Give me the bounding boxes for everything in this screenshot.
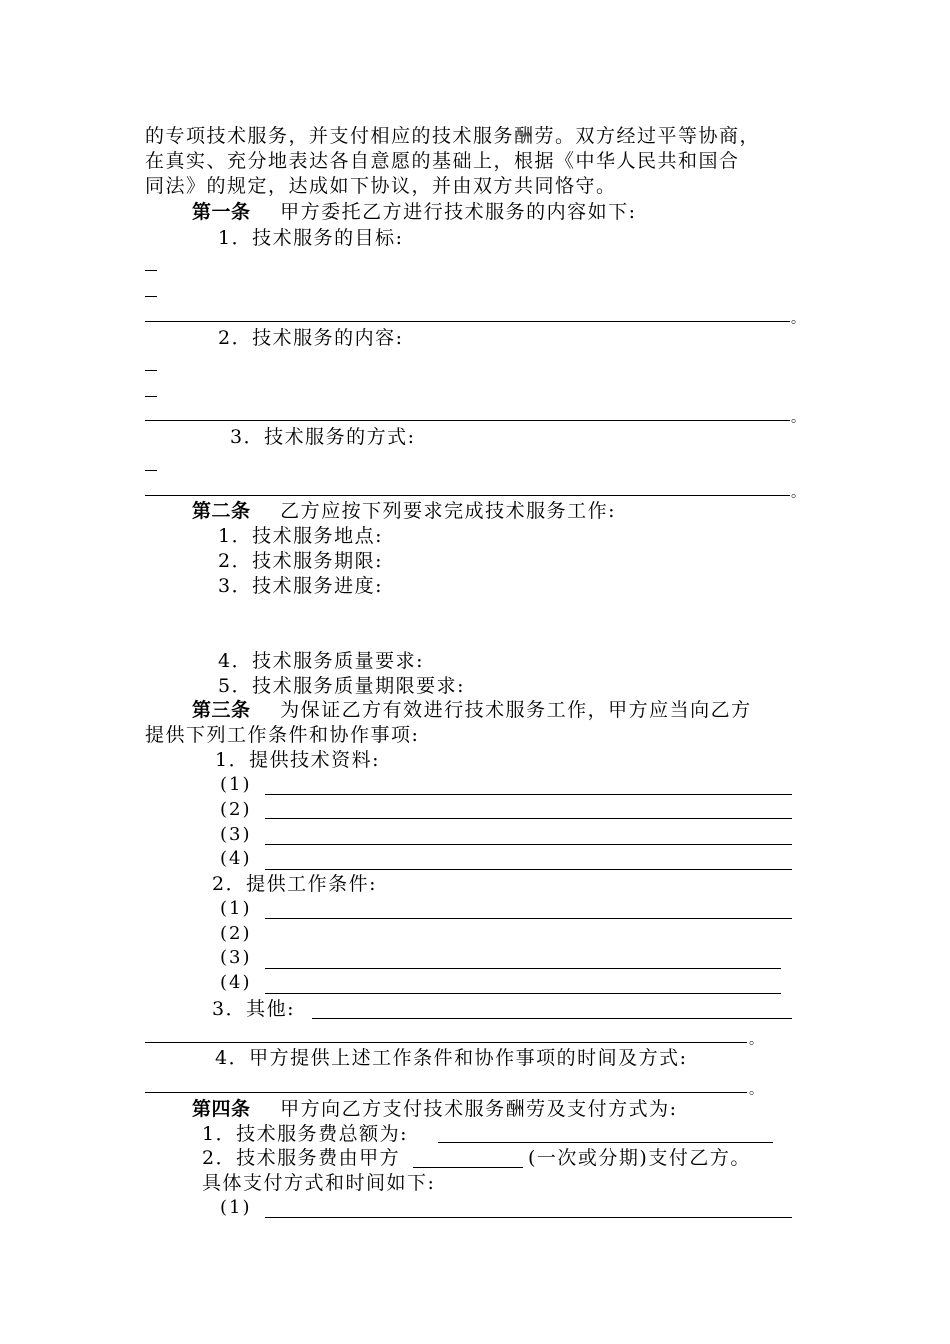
article-4-line [192,1097,677,1121]
intro-line-3: 同法》的规定，达成如下协议，并由双方共同恪守。 [145,175,617,197]
article-3-sub-1: 1．提供技术资料: [215,749,380,771]
article-4-item-3: 具体支付方式和时间如下: [202,1172,436,1194]
blank-line [265,818,792,819]
blank-line [265,993,781,994]
blank-line [265,968,781,969]
blank-line [413,1167,523,1168]
blank-dash [145,296,157,297]
article-1-item-1: 1．技术服务的目标: [218,227,404,249]
blank-line [145,1092,747,1093]
article-3-sub-2: 2．提供工作条件: [212,873,377,895]
article-2-item: 1．技术服务地点: [218,525,383,547]
blank-line [265,844,792,845]
blank-line [265,918,792,919]
blank-dash [145,396,157,397]
article-2-text: 乙方应按下列要求完成技术服务工作: [280,500,616,522]
item-number: (4) [220,848,252,869]
article-1-line [192,200,636,224]
item-number: (3) [220,824,252,845]
blank-dash [145,370,157,371]
article-2-heading: 第二条 [192,500,251,522]
blank-line [145,420,790,421]
article-3-text-2: 提供下列工作条件和协作事项: [145,724,420,746]
period: 。 [791,410,805,426]
blank-dash [145,270,157,271]
article-1-text: 甲方委托乙方进行技术服务的内容如下: [280,201,637,223]
item-number: (1) [220,774,252,795]
period: 。 [749,1082,763,1098]
article-2-item: 4．技术服务质量要求: [218,650,424,672]
blank-line [145,495,790,496]
blank-line [265,1217,792,1218]
article-4-item-2a: 2．技术服务费由甲方 [202,1147,401,1169]
article-3-sub-4: 4．甲方提供上述工作条件和协作事项的时间及方式: [215,1047,688,1069]
intro-line-2: 在真实、充分地表达各自意愿的基础上，根据《中华人民共和国合 [145,150,740,172]
blank-dash [145,470,157,471]
intro-line-1: 的专项技术服务，并支付相应的技术服务酬劳。双方经过平等协商， [145,125,761,147]
blank-line [438,1142,773,1143]
article-3-line [192,698,752,722]
article-2-item: 3．技术服务进度: [218,575,383,597]
article-2-item: 5．技术服务质量期限要求: [218,675,465,697]
period: 。 [791,485,805,501]
period: 。 [791,311,805,327]
blank-line [265,869,792,870]
item-number: (2) [220,799,252,820]
article-2-item: 2．技术服务期限: [218,550,383,572]
item-number: (2) [220,923,252,944]
article-4-heading: 第四条 [192,1098,251,1120]
article-1-heading: 第一条 [192,201,251,223]
period: 。 [749,1032,763,1048]
item-number: (4) [220,972,252,993]
blank-line [312,1018,792,1019]
blank-line [145,321,790,322]
item-number: (1) [220,898,252,919]
blank-line [265,794,792,795]
item-number: (1) [220,1197,252,1218]
article-1-item-3: 3．技术服务的方式: [230,426,416,448]
blank-line [145,1042,747,1043]
article-3-sub-3: 3．其他: [212,998,295,1020]
article-3-heading: 第三条 [192,699,251,721]
article-4-item-1: 1．技术服务费总额为: [202,1123,408,1145]
article-2-line [192,499,616,523]
item-number: (3) [220,947,252,968]
article-3-text: 为保证乙方有效进行技术服务工作，甲方应当向乙方 [280,699,752,721]
article-4-item-2b: (一次或分期)支付乙方。 [528,1147,751,1169]
article-4-text: 甲方向乙方支付技术服务酬劳及支付方式为: [280,1098,678,1120]
article-1-item-2: 2．技术服务的内容: [218,327,404,349]
